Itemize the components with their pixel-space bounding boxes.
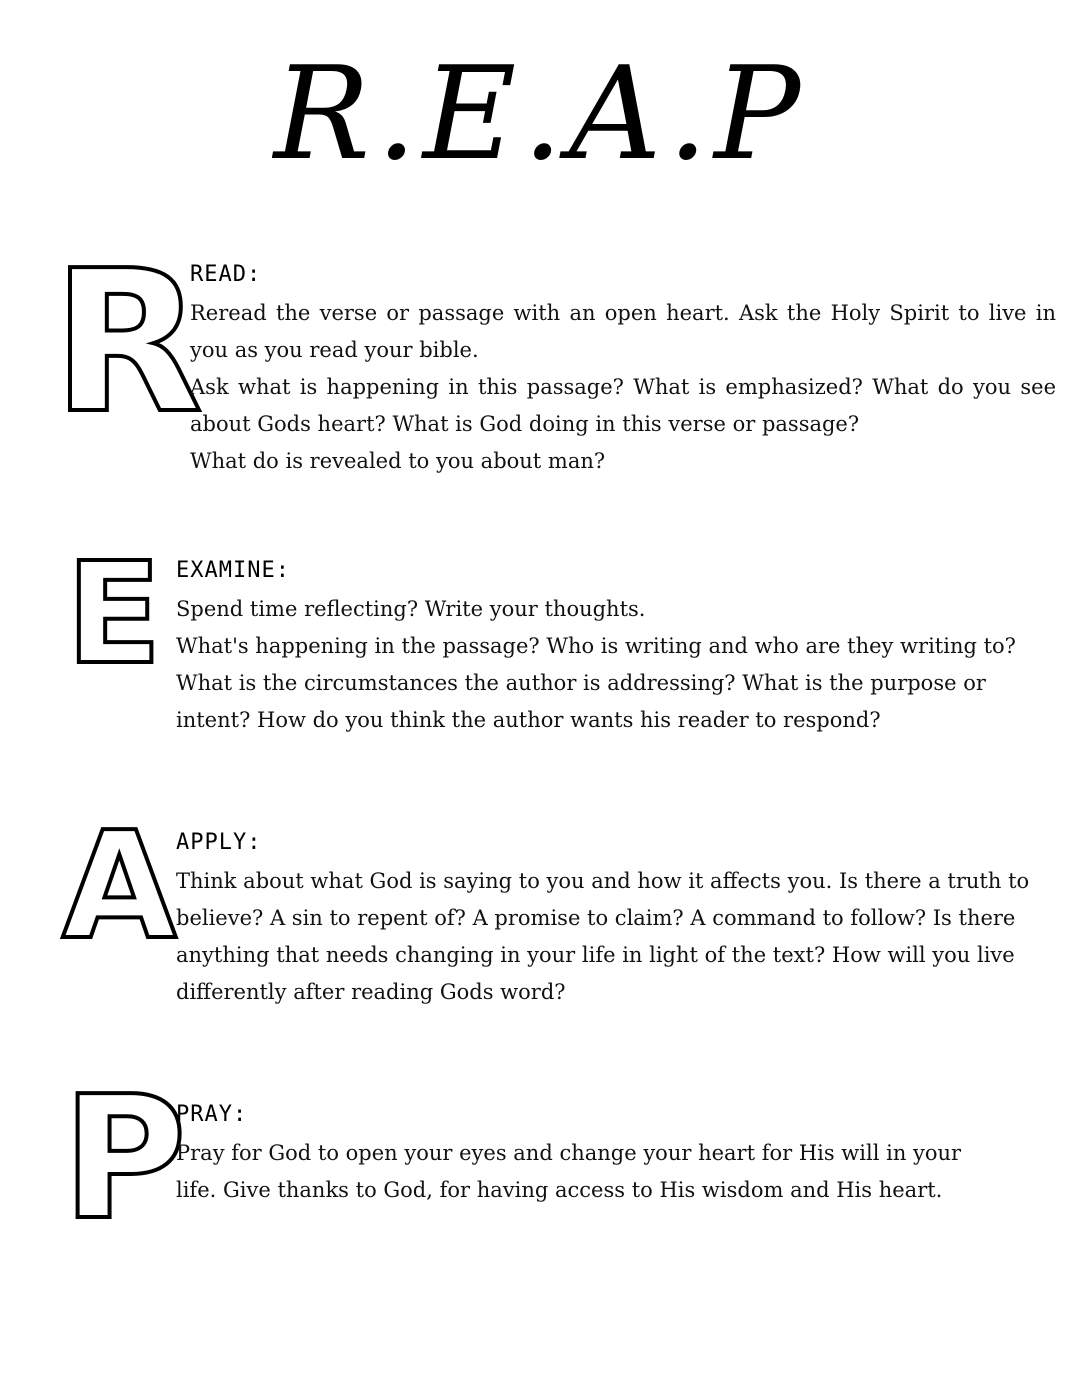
paragraph: What's happening in the passage? Who is writing and who are they writing to? What is the circumstances the author is addressing? What is the purpose or intent? How do you think the author wants his reader to respond?	[176, 634, 1016, 732]
section-pray	[176, 1102, 1006, 1209]
paragraph: Reread the verse or passage with an open heart. Ask the Holy Spirit to live in you as you read your bible.	[190, 301, 1056, 362]
section-label-pray: PRAY:	[176, 1102, 248, 1127]
paragraph: Think about what God is saying to you and how it affects you. Is there a truth to believe? A sin to repent of? A promise to claim? A command to follow? Is there anything that needs changing in your life in light of the text? How will you live differently after reading Gods word?	[176, 869, 1030, 1004]
paragraph: Pray for God to open your eyes and change your heart for His will in your life. Give thanks to God, for having access to His wisdom and His heart.	[176, 1141, 962, 1202]
page-title: R.E.A.P	[273, 40, 807, 189]
paragraph: Ask what is happening in this passage? What is emphasized? What do you see about Gods heart? What is God doing in this verse or passage?	[190, 375, 1056, 436]
paragraph: Spend time reflecting? Write your thoughts.	[176, 597, 646, 621]
big-letter-r: R	[52, 229, 203, 457]
section-label-apply: APPLY:	[176, 830, 262, 855]
section-label-examine: EXAMINE:	[176, 558, 290, 583]
paragraph: What do is revealed to you about man?	[190, 449, 606, 473]
big-letter-e: E	[66, 533, 162, 696]
section-apply	[176, 830, 1044, 1011]
section-read	[190, 262, 1056, 480]
section-examine	[176, 558, 1031, 739]
section-label-read: READ:	[190, 262, 262, 287]
big-letter-p: P	[62, 1060, 187, 1258]
big-letter-a: A	[62, 800, 177, 972]
